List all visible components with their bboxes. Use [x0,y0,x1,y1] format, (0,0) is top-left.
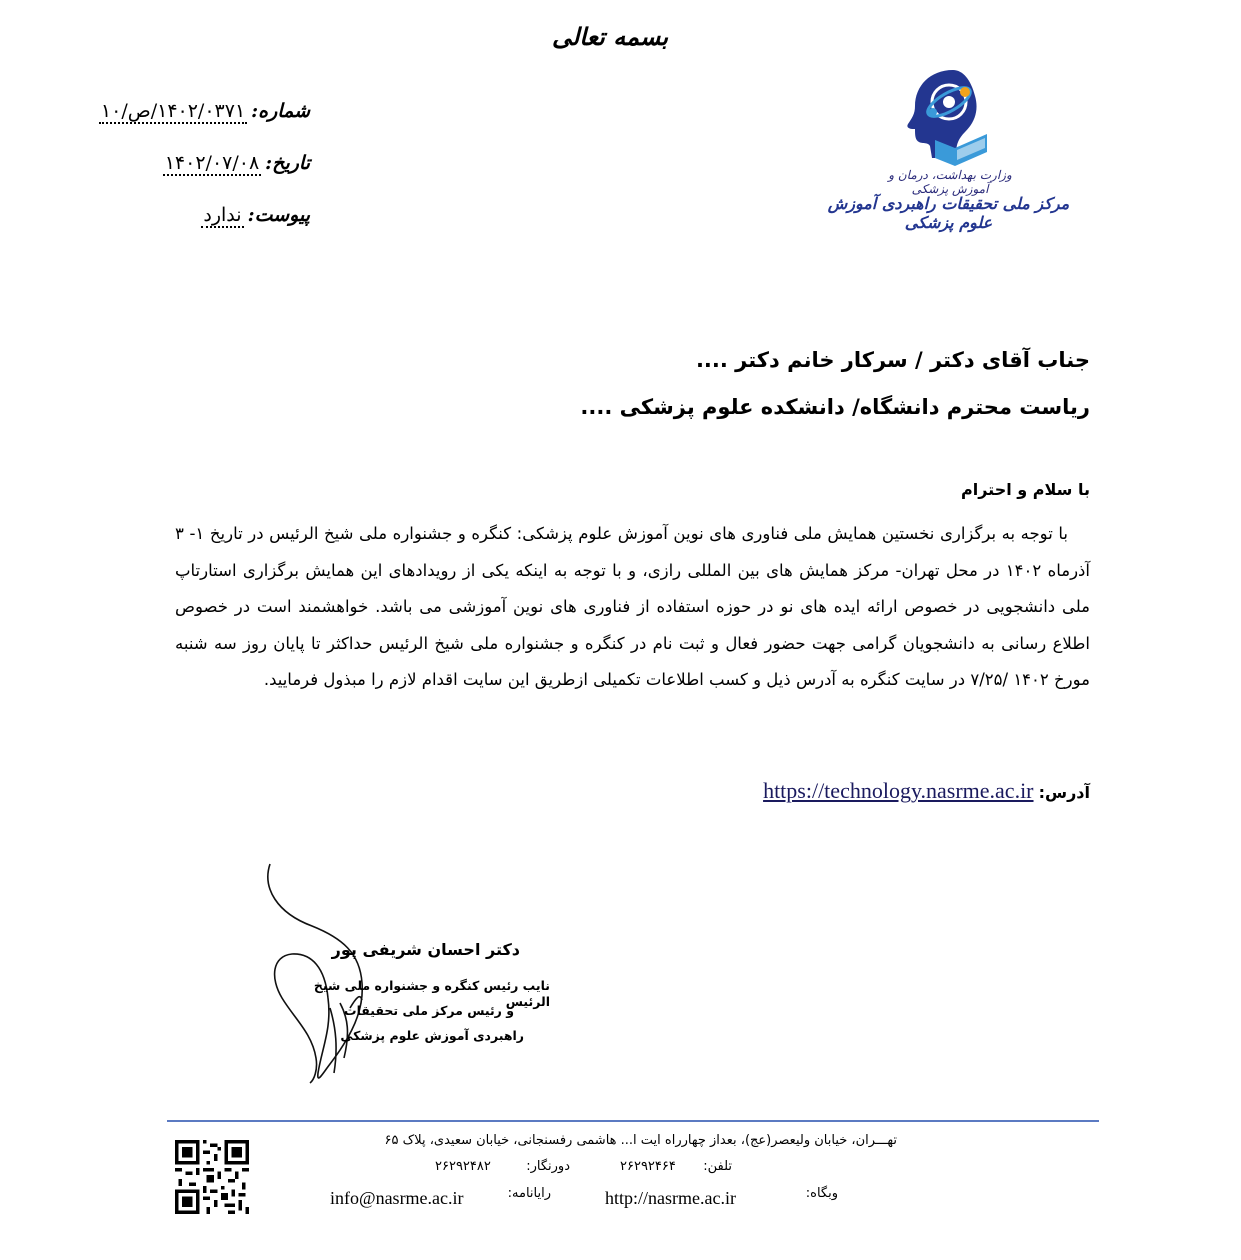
reference-number-value: ۱۴۰۲/۰۳۷۱/ص/۱۰ [100,100,246,122]
reference-block [70,100,310,256]
reference-number-label: شماره: [251,100,310,122]
footer-website-label: وبگاه: [805,1186,838,1201]
addressee-line-1: جناب آقای دکتر / سرکار خانم دکتر .... [695,348,1090,372]
reference-date-row [70,152,310,204]
reference-number-row [70,100,310,152]
footer-email-link[interactable]: info@nasrme.ac.ir [330,1188,464,1208]
reference-date-value: ۱۴۰۲/۰۷/۰۸ [164,152,260,174]
footer-email-label: رایانامه: [507,1186,551,1201]
signatory-title-line-1: نایب رئیس کنگره و جشنواره ملی شیخ الرئیس [313,978,550,1009]
reference-attachment-label: پیوست: [247,204,310,226]
invocation-heading: بسمه تعالی [551,22,669,51]
footer-website-link[interactable]: http://nasrme.ac.ir [605,1188,736,1208]
logo-center-name: مرکز ملی تحقیقات راهبردی آموزش علوم پزشکی [827,194,1070,232]
footer-postal-address: تهـــران، خیابان ولیعصر(عج)، بعداز چهارراه ایت ا... هاشمی رفسنجانی، خیابان سعیدی، پلاک ۶۵ [384,1133,897,1148]
footer-phone-value: ۲۶۲۹۲۴۶۴ [620,1159,676,1174]
signatory-name: دکتر احسان شریفی پور [331,940,520,959]
signatory-title-line-2: و رئیس مرکز ملی تحقیقات [344,1003,514,1018]
footer-divider [167,1120,1099,1122]
footer-fax-label: دورنگار: [526,1159,570,1174]
qr-code-icon[interactable] [175,1140,249,1214]
logo-ministry-text: وزارت بهداشت، درمان و آموزش پزشکی [888,168,1012,196]
letter-body: با توجه به برگزاری نخستین همایش ملی فناوری های نوین آموزش علوم پزشکی: کنگره و جشنواره ملی شیخ الرئیس در تاریخ ۱- ۳ آذرماه ۱۴۰۲ در محل تهران- مرکز همایش های بین المللی رازی، و با توجه به اینکه یکی از رویدادهای این همایش برگزاری استارتاپ ملی دانشجویی در خصوص ارائه ایده های نو در حوزه استفاده از فناوری های نوین آموزشی می باشد. خواهشمند است در خصوص اطلاع رسانی به دانشجویان گرامی جهت حضور فعال و ثبت نام در کنگره و جشنواره ملی شیخ الرئیس حداکثر تا پایان روز سه شنبه مورخ ۱۴۰۲ /۷/۲۵ در سایت کنگره به آدرس ذیل و کسب اطلاعات تکمیلی ازطریق این سایت اقدام لازم را مبذول فرمایید. [175,524,1090,689]
website-address-label: آدرس: [1038,783,1090,802]
footer-fax-value: ۲۶۲۹۲۴۸۲ [435,1159,491,1174]
reference-date-label: تاریخ: [265,152,310,174]
signatory-title-line-3: راهبردی آموزش علوم پزشکی [340,1028,524,1043]
reference-attachment-value: ندارد [203,204,242,226]
addressee-line-2: ریاست محترم دانشگاه/ دانشکده علوم پزشکی .... [580,395,1090,419]
website-address-line [700,778,1090,804]
website-address-link[interactable]: https://technology.nasrme.ac.ir [763,778,1034,803]
reference-attachment-row [70,204,310,256]
letter-greeting: با سلام و احترام [961,480,1090,499]
footer-phone-label: تلفن: [703,1159,732,1174]
organization-logo-icon [895,62,1000,167]
handwritten-signature [232,858,412,1088]
